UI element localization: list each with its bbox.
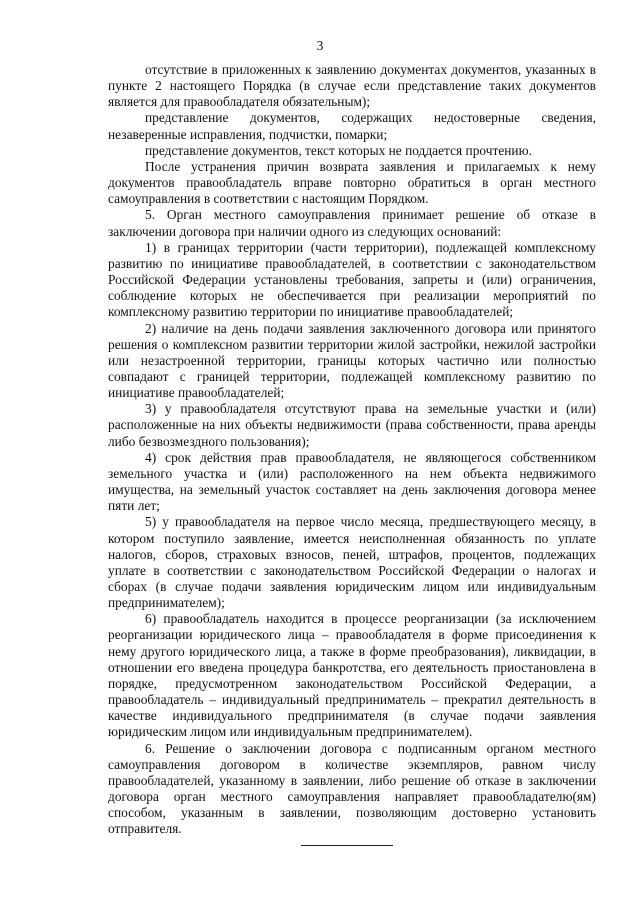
footer-divider [301, 845, 393, 846]
list-item-3: 3) у правообладателя отсутствуют права на земельные участки и (или) расположенные на них объекты недвижимости (права собственности, права аренды либо безвозмездного пользования); [108, 401, 596, 449]
paragraph-unreadable-text: представление документов, текст которых не поддается прочтению. [145, 142, 532, 158]
document-body [108, 62, 596, 838]
list-item-1: 1) в границах территории (части территории), подлежащей комплексному развитию по инициативе правообладателей, в соответствии с законодательством Российской Федерации установлены требования, запреты и (или) ограничения, соблюдение которых не обеспечивается при реализации мероприятий по комплексному развитию территории по инициативе правообладателей; [108, 239, 596, 320]
list-item-4: 4) срок действия прав правообладателя, не являющегося собственником земельного участка и (или) расположенного на нем объекта недвижимого имущества, на земельный участок составляет на день заключения договора менее пяти лет; [108, 449, 596, 514]
list-item-2: 2) наличие на день подачи заявления заключенного договора или принятого решения о комплексном развитии территории жилой застройки, нежилой застройки или незастроенной территории, границы которых частично или полностью совпадают с границей территории, подлежащей комплексному развитию по инициативе правообладателей; [108, 320, 596, 401]
page-number: 3 [316, 38, 324, 53]
paragraph-refusal-grounds: 5. Орган местного самоуправления принимает решение об отказе в заключении договора при наличии одного из следующих оснований: [108, 207, 596, 239]
paragraph-missing-documents: отсутствие в приложенных к заявлению документах документов, указанных в пункте 2 настоящего Порядка (в случае если представление таких документов является для правообладателя обязательным); [108, 62, 596, 110]
list-item-5: 5) у правообладателя на первое число месяца, предшествующего месяцу, в котором поступило заявление, имеется неисполненная обязанность по уплате налогов, сборов, страховых взносов, пеней, штрафов, процентов, подлежащих уплате в соответствии с законодательством Российской Федерации о налогах и сборах (в случае подачи заявления юридическим лицом или индивидуальным предпринимателем); [108, 514, 596, 611]
paragraph-resubmission: После устранения причин возврата заявления и прилагаемых к нему документов правообладатель вправе повторно обратиться в орган местного самоуправления в соответствии с настоящим Порядком. [108, 158, 596, 207]
paragraph-decision: 6. Решение о заключении договора с подписанным органом местного самоуправления договором в количестве экземпляров, равном числу правообладателей, указанному в заявлении, либо решение об отказе в заключении договора орган местного самоуправления направляет правообладателю(ям) способом, указанным в заявлении, позволяющим достоверно установить отправителя. [108, 740, 596, 837]
paragraph-unreliable-info: представление документов, содержащих недостоверные сведения, незавеpенные исправления, подчистки, помарки; [108, 110, 596, 142]
list-item-6: 6) правообладатель находится в процессе реорганизации (за исключением реорганизации юридического лица – правообладателя в форме присоединения к нему другого юридического лица, а также в форме преобразования), ликвидации, в отношении его введена процедура банкротства, его деятельность приостановлена в порядке, предусмотренном законодательством Российской Федерации, а правообладатель – индивидуальный предприниматель – прекратил деятельность в качестве индивидуального предпринимателя (в случае подачи заявления юридическим лицом или индивидуальным предпринимателем). [108, 611, 596, 740]
